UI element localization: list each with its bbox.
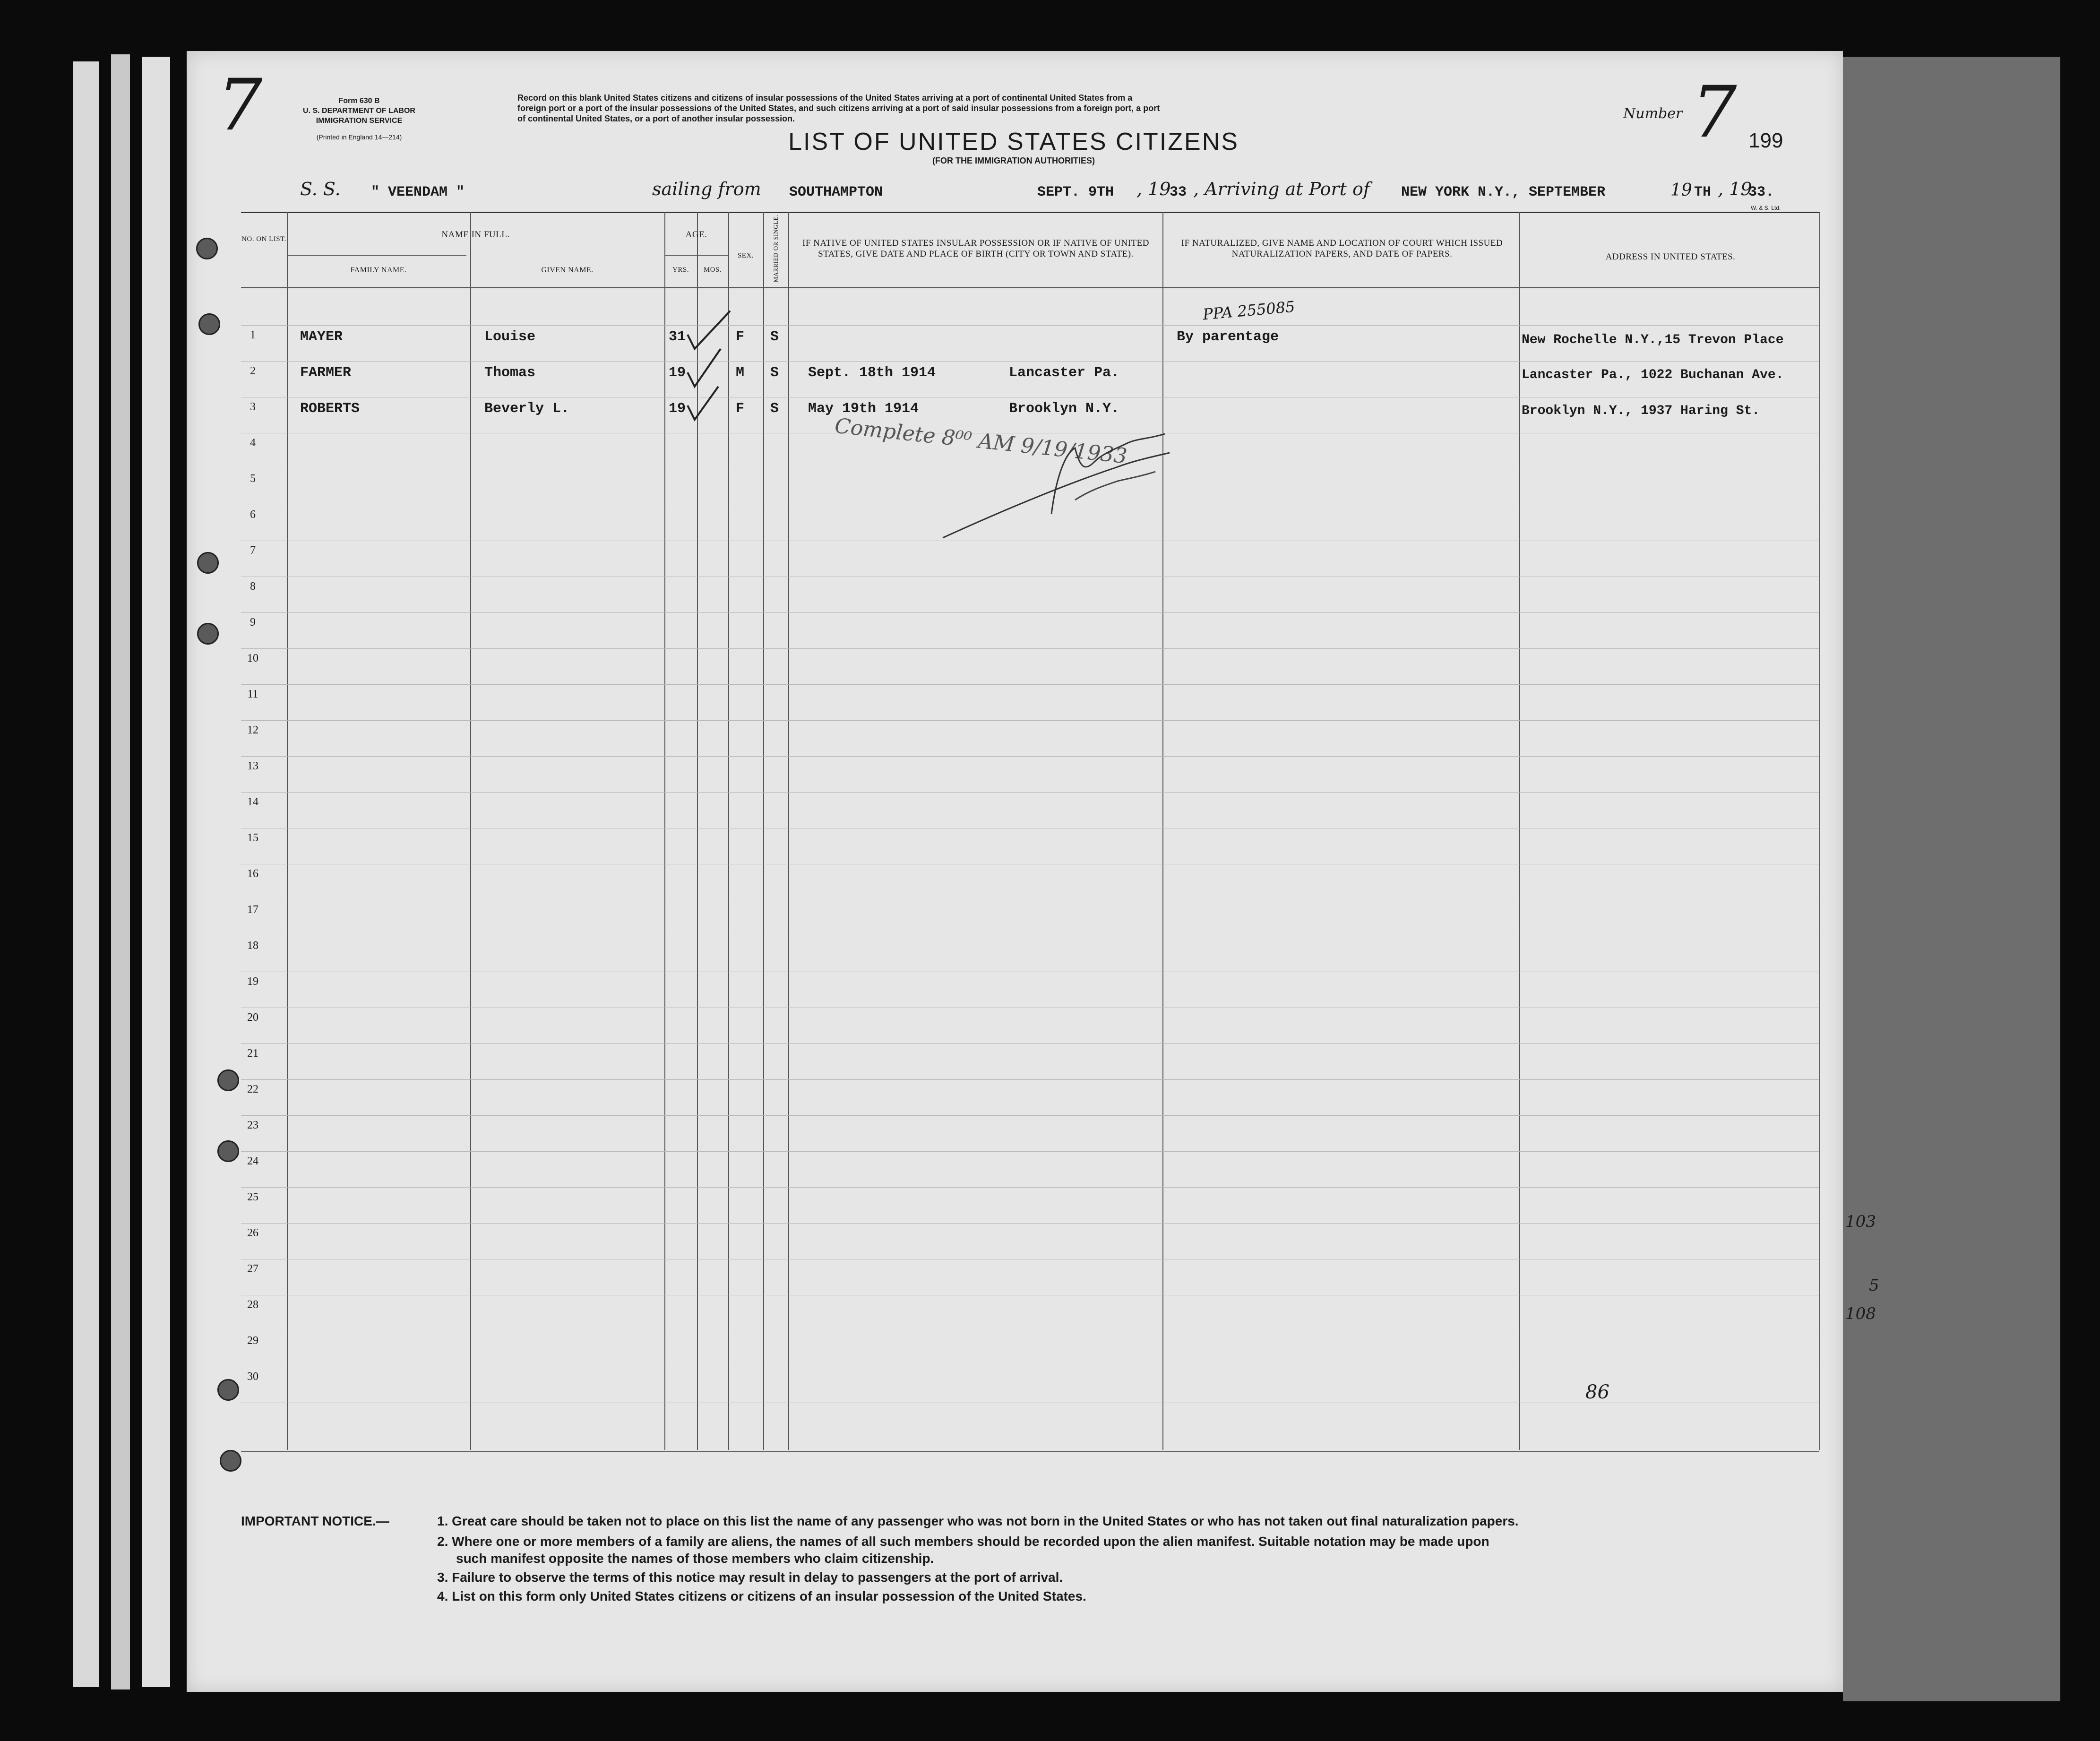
header-sex: SEX. bbox=[737, 252, 754, 259]
binder-edge-2 bbox=[111, 54, 130, 1689]
header-name-in-full: NAME IN FULL. bbox=[441, 230, 510, 240]
passenger-sex: M bbox=[736, 365, 745, 381]
row-number: 4 bbox=[250, 437, 256, 449]
row-number: 6 bbox=[250, 509, 256, 521]
margin-note-2: 5 bbox=[1869, 1276, 1879, 1295]
header-mos: MOS. bbox=[703, 266, 722, 274]
arrival-year: 33. bbox=[1748, 184, 1774, 200]
row-number: 29 bbox=[247, 1335, 258, 1347]
port-from: SOUTHAMPTON bbox=[789, 184, 883, 200]
row-rule bbox=[241, 325, 1819, 326]
header-divider bbox=[241, 287, 1819, 288]
row-number: 15 bbox=[247, 832, 258, 844]
arrival-year-label: , 19 bbox=[1718, 179, 1752, 199]
row-number: 3 bbox=[250, 401, 256, 413]
passenger-birth-date: May 19th 1914 bbox=[808, 401, 919, 417]
check-mark bbox=[688, 349, 721, 387]
row-number: 10 bbox=[247, 652, 258, 664]
header-address: ADDRESS IN UNITED STATES. bbox=[1605, 252, 1736, 262]
row-rule bbox=[241, 1115, 1819, 1116]
number-value: 7 bbox=[1692, 71, 1737, 154]
col-line-10 bbox=[1819, 212, 1820, 1450]
row-number: 26 bbox=[247, 1227, 258, 1239]
port-to: NEW YORK N.Y., SEPTEMBER bbox=[1401, 184, 1606, 200]
passenger-family-name: FARMER bbox=[300, 365, 352, 381]
instructions-line-1: Record on this blank United States citizens and citizens of insular possessions of the United States arriving at a port of continental United States from a bbox=[517, 93, 1133, 103]
notice-item-4: 4. List on this form only United States citizens or citizens of an insular possession of the United States. bbox=[437, 1589, 1086, 1603]
row-number: 22 bbox=[247, 1083, 258, 1095]
passenger-given-name: Louise bbox=[484, 329, 536, 345]
passenger-address: New Rochelle N.Y.,15 Trevon Place bbox=[1522, 333, 1784, 347]
punch-hole bbox=[197, 623, 219, 645]
arriving-label: , Arriving at Port of bbox=[1193, 179, 1370, 199]
row-number: 27 bbox=[247, 1263, 258, 1275]
printer-mark: W. & S. Ltd. bbox=[1751, 205, 1781, 211]
sailing-label: sailing from bbox=[652, 179, 761, 199]
col-line-2 bbox=[470, 212, 471, 1450]
name-subdivider bbox=[287, 255, 466, 256]
col-line-9 bbox=[1519, 212, 1520, 1450]
handwritten-ppa-number: PPA 255085 bbox=[1202, 297, 1296, 324]
handwritten-page-number: 86 bbox=[1585, 1381, 1609, 1403]
form-instructions bbox=[517, 93, 1689, 124]
row-rule bbox=[241, 361, 1819, 362]
instructions-line-2: foreign port or a port of the insular possessions of the United States, and such citizens arriving at a port of said insular possessions from a foreign port, a port bbox=[517, 103, 1160, 113]
header-naturalized: IF NATURALIZED, GIVE NAME AND LOCATION OF COURT WHICH ISSUED NATURALIZATION PAPERS, AND DATE OF PAPERS. bbox=[1181, 238, 1503, 259]
row-number: 24 bbox=[247, 1155, 258, 1167]
corner-number: 7 bbox=[217, 64, 263, 147]
row-rule bbox=[241, 1187, 1819, 1188]
stamp-number: 199 bbox=[1748, 129, 1783, 152]
row-rule bbox=[241, 756, 1819, 757]
row-number: 14 bbox=[247, 796, 258, 808]
passenger-given-name: Thomas bbox=[484, 365, 536, 381]
printed-note: (Printed in England 14—214) bbox=[316, 133, 402, 141]
notice-item-1: 1. Great care should be taken not to place on this list the name of any passenger who was not born in the United States or who has not taken out final naturalization papers. bbox=[437, 1514, 1519, 1528]
passenger-address: Lancaster Pa., 1022 Buchanan Ave. bbox=[1522, 368, 1784, 382]
col-line-6 bbox=[763, 212, 764, 1450]
arrival-day: 19 bbox=[1670, 181, 1692, 200]
passenger-age: 19 bbox=[669, 365, 686, 381]
row-number: 7 bbox=[250, 544, 256, 557]
row-number: 9 bbox=[250, 616, 256, 629]
row-number: 5 bbox=[250, 473, 256, 485]
punch-hole bbox=[196, 238, 218, 259]
col-line-1 bbox=[287, 212, 288, 1450]
row-number: 16 bbox=[247, 868, 258, 880]
row-number: 8 bbox=[250, 580, 256, 593]
form-subtitle: (FOR THE IMMIGRATION AUTHORITIES) bbox=[932, 156, 1095, 165]
header-native: IF NATIVE OF UNITED STATES INSULAR POSSESSION OR IF NATIVE OF UNITED STATES, GIVE DATE AND PLACE OF BIRTH (CITY OR TOWN AND STATE). bbox=[802, 238, 1149, 259]
check-mark bbox=[688, 387, 718, 420]
age-subdivider bbox=[664, 255, 728, 256]
header-married-single: MARRIED OR SINGLE. bbox=[772, 215, 779, 283]
handwritten-complete-note: Complete 8⁰⁰ AM 9/19/1933 bbox=[834, 414, 1128, 469]
passenger-marital: S bbox=[770, 329, 779, 345]
ss-label: S. S. bbox=[300, 179, 341, 199]
passenger-sex: F bbox=[736, 329, 745, 345]
row-number: 11 bbox=[247, 688, 258, 700]
row-rule bbox=[241, 1079, 1819, 1080]
punch-hole bbox=[217, 1140, 239, 1162]
check-marks bbox=[683, 306, 740, 429]
notice-heading: IMPORTANT NOTICE.— bbox=[241, 1514, 389, 1528]
passenger-address: Brooklyn N.Y., 1937 Haring St. bbox=[1522, 404, 1760, 418]
row-rule bbox=[241, 792, 1819, 793]
row-rule bbox=[241, 612, 1819, 613]
row-rule bbox=[241, 684, 1819, 685]
department: U. S. DEPARTMENT OF LABOR bbox=[303, 107, 415, 115]
row-number: 21 bbox=[247, 1047, 258, 1060]
header-given-name: GIVEN NAME. bbox=[541, 266, 594, 274]
row-number: 17 bbox=[247, 904, 258, 916]
passenger-birth-date: Sept. 18th 1914 bbox=[808, 365, 936, 381]
row-number: 1 bbox=[250, 329, 256, 341]
row-number: 18 bbox=[247, 939, 258, 952]
form-id-block bbox=[300, 96, 418, 142]
form-title: LIST OF UNITED STATES CITIZENS bbox=[788, 128, 1239, 155]
punch-hole bbox=[217, 1379, 239, 1401]
punch-hole bbox=[197, 552, 219, 574]
passenger-birth-place: Lancaster Pa. bbox=[1009, 365, 1120, 381]
binder-edge-3 bbox=[142, 57, 170, 1687]
passenger-given-name: Beverly L. bbox=[484, 401, 570, 417]
row-number: 12 bbox=[247, 724, 258, 736]
punch-hole bbox=[217, 1069, 239, 1091]
table-frame bbox=[241, 212, 1819, 1452]
row-number: 19 bbox=[247, 975, 258, 988]
passenger-age: 19 bbox=[669, 401, 686, 417]
margin-note-1: 103 bbox=[1845, 1212, 1876, 1231]
adjacent-page-edge bbox=[1843, 57, 2060, 1701]
header-family-name: FAMILY NAME. bbox=[350, 266, 407, 274]
sail-date: SEPT. 9TH bbox=[1037, 184, 1114, 200]
instructions-line-3: of continental United States, or a port of another insular possession. bbox=[517, 114, 795, 123]
ship-name: " VEENDAM " bbox=[371, 184, 465, 200]
row-number: 20 bbox=[247, 1011, 258, 1024]
passenger-age: 31 bbox=[669, 329, 686, 345]
passenger-sex: F bbox=[736, 401, 745, 417]
punch-hole bbox=[198, 313, 220, 335]
passenger-marital: S bbox=[770, 365, 779, 381]
manifest-page bbox=[187, 51, 1843, 1692]
passenger-naturalized: By parentage bbox=[1177, 329, 1279, 345]
row-number: 25 bbox=[247, 1191, 258, 1203]
notice-item-3: 3. Failure to observe the terms of this notice may result in delay to passengers at the port of arrival. bbox=[437, 1570, 1063, 1585]
margin-note-3: 108 bbox=[1845, 1304, 1876, 1323]
sail-year: 33 bbox=[1170, 184, 1187, 200]
col-line-8 bbox=[1162, 212, 1163, 1450]
sail-year-label: , 19 bbox=[1136, 179, 1171, 199]
check-mark bbox=[688, 311, 730, 349]
row-number: 2 bbox=[250, 365, 256, 377]
service: IMMIGRATION SERVICE bbox=[316, 117, 403, 125]
header-age: AGE. bbox=[685, 230, 707, 240]
passenger-birth-place: Brooklyn N.Y. bbox=[1009, 401, 1120, 417]
row-number: 13 bbox=[247, 760, 258, 772]
notice-item-2b: such manifest opposite the names of those members who claim citizenship. bbox=[456, 1551, 934, 1566]
punch-hole bbox=[220, 1450, 241, 1472]
passenger-family-name: MAYER bbox=[300, 329, 343, 345]
row-rule bbox=[241, 1151, 1819, 1152]
binder-edge-1 bbox=[73, 61, 99, 1687]
header-no-on-list: NO. ON LIST. bbox=[241, 235, 286, 243]
row-number: 23 bbox=[247, 1119, 258, 1131]
passenger-family-name: ROBERTS bbox=[300, 401, 360, 417]
header-yrs: YRS. bbox=[672, 266, 689, 274]
form-number: Form 630 B bbox=[338, 97, 380, 105]
col-line-3 bbox=[664, 212, 665, 1450]
row-rule bbox=[241, 1043, 1819, 1044]
row-rule bbox=[241, 1223, 1819, 1224]
number-label: Number bbox=[1623, 105, 1683, 122]
notice-item-2a: 2. Where one or more members of a family are aliens, the names of all such members should be recorded upon the alien manifest. Suitable notation may be made upon bbox=[437, 1534, 1489, 1549]
passenger-marital: S bbox=[770, 401, 779, 417]
row-number: 28 bbox=[247, 1299, 258, 1311]
row-number: 30 bbox=[247, 1370, 258, 1383]
row-rule bbox=[241, 720, 1819, 721]
row-rule bbox=[241, 648, 1819, 649]
arrival-suffix: TH bbox=[1694, 184, 1712, 200]
inspector-signature bbox=[938, 410, 1174, 543]
col-line-7 bbox=[788, 212, 789, 1450]
